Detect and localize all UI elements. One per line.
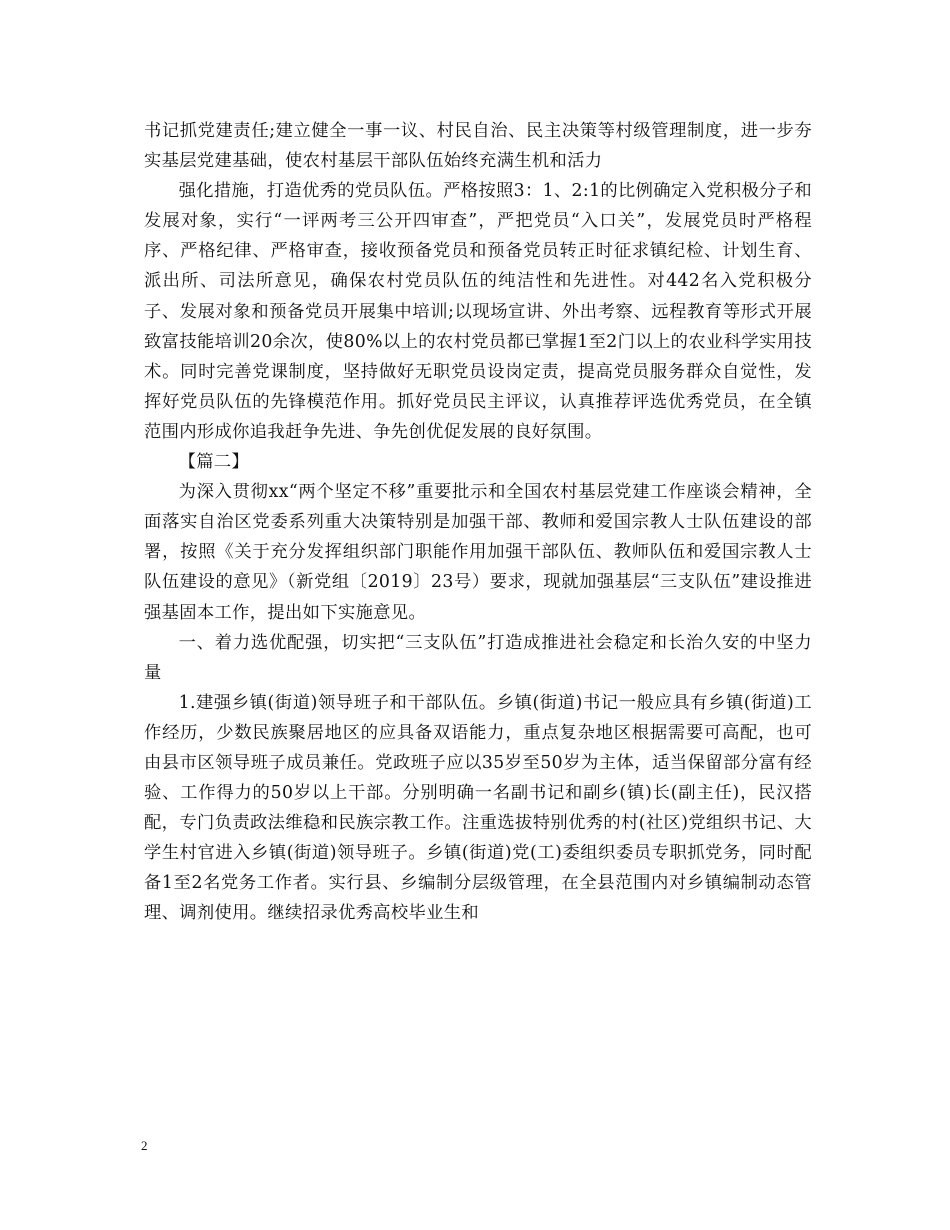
- paragraph-item-one: 1.建强乡镇(街道)领导班子和干部队伍。乡镇(街道)书记一般应具有乡镇(街道)工作经历，少数民族聚居地区的应具备双语能力，重点复杂地区根据需要可高配，也可由县市区领导班子成员兼任。党政班子应以35岁至50岁为主体，适当保留部分富有经验、工作得力的50岁以上干部。分别明确一名副书记和副乡(镇)长(副主任)，民汉搭配，专门负责政法维稳和民族宗教工作。注重选拔特别优秀的村(社区)党组织书记、大学生村官进入乡镇(街道)领导班子。乡镇(街道)党(工)委组织委员专职抓党务，同时配备1至2名党务工作者。实行县、乡编制分层级管理，在全县范围内对乡镇编制动态管理、调剂使用。继续招录优秀高校毕业生和: [144, 692, 812, 924]
- paragraph-continuation: 书记抓党建责任;建立健全一事一议、村民自治、民主决策等村级管理制度，进一步夯实基层党建基础，使农村基层干部队伍始终充满生机和活力: [144, 121, 812, 172]
- paragraph-section-one-heading: 一、着力选优配强，切实把“三支队伍”打造成推进社会稳定和长治久安的中坚力量: [144, 632, 812, 683]
- paragraph-introduction: 为深入贯彻xx“两个坚定不移”重要批示和全国农村基层党建工作座谈会精神，全面落实自治区党委系列重大决策特别是加强干部、教师和爱国宗教人士队伍建设的部署，按照《关于充分发挥组织部门职能作用加强干部队伍、教师队伍和爱国宗教人士队伍建设的意见》（新党组〔2019〕23号）要求，现就加强基层“三支队伍”建设推进强基固本工作，提出如下实施意见。: [144, 482, 812, 623]
- document-body: [144, 116, 812, 929]
- section-heading-part-two: 【篇二】: [178, 452, 250, 473]
- page-number: 2: [141, 1138, 148, 1153]
- paragraph-party-member-team: 强化措施，打造优秀的党员队伍。严格按照3：1、2:1的比例确定入党积极分子和发展对象，实行“一评两考三公开四审查”，严把党员“入口关”，发展党员时严格程序、严格纪律、严格审查，接收预备党员和预备党员转正时征求镇纪检、计划生育、派出所、司法所意见，确保农村党员队伍的纯洁性和先进性。对442名入党积极分子、发展对象和预备党员开展集中培训;以现场宣讲、外出考察、远程教育等形式开展致富技能培训20余次，使80%以上的农村党员都已掌握1至2门以上的农业科学实用技术。同时完善党课制度，坚持做好无职党员设岗定责，提高党员服务群众自觉性，发挥好党员队伍的先锋模范作用。抓好党员民主评议，认真推荐评选优秀党员，在全镇范围内形成你追我赶争先进、争先创优促发展的良好氛围。: [144, 181, 812, 442]
